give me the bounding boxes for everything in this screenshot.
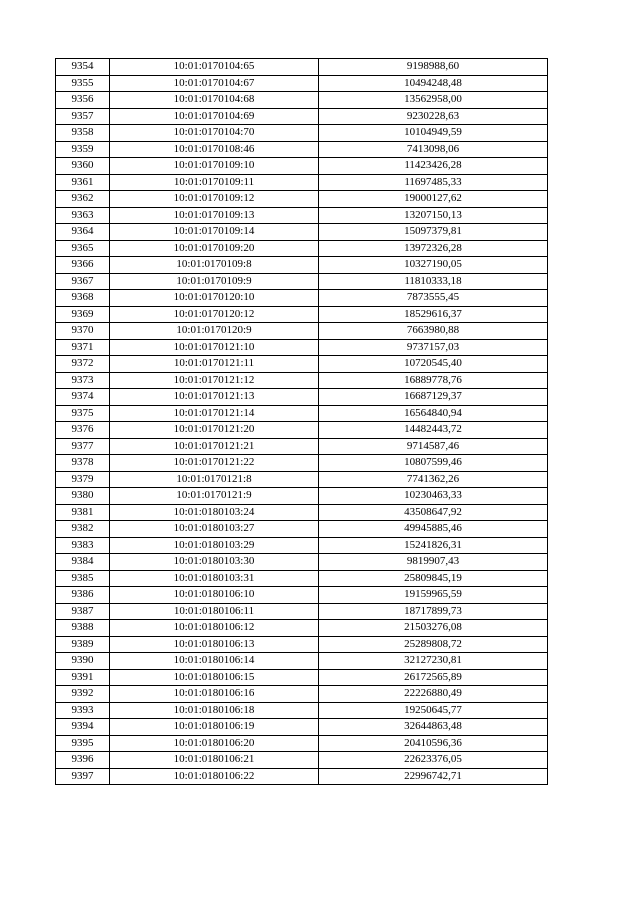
row-number-cell: 9386	[56, 587, 110, 604]
table-row	[56, 339, 548, 356]
table-row	[56, 75, 548, 92]
table-row	[56, 686, 548, 703]
row-number-cell: 9392	[56, 686, 110, 703]
value-cell: 10807599,46	[319, 455, 548, 472]
cadastral-number-cell: 10:01:0180106:12	[110, 620, 319, 637]
cadastral-number-cell: 10:01:0170104:65	[110, 59, 319, 76]
table-row	[56, 504, 548, 521]
cadastral-number-cell: 10:01:0170109:8	[110, 257, 319, 274]
value-cell: 25289808,72	[319, 636, 548, 653]
cadastral-number-cell: 10:01:0170104:67	[110, 75, 319, 92]
table-row	[56, 389, 548, 406]
value-cell: 21503276,08	[319, 620, 548, 637]
row-number-cell: 9394	[56, 719, 110, 736]
value-cell: 15241826,31	[319, 537, 548, 554]
table-row	[56, 554, 548, 571]
value-cell: 22996742,71	[319, 768, 548, 785]
value-cell: 10104949,59	[319, 125, 548, 142]
row-number-cell: 9357	[56, 108, 110, 125]
row-number-cell: 9384	[56, 554, 110, 571]
row-number-cell: 9355	[56, 75, 110, 92]
row-number-cell: 9373	[56, 372, 110, 389]
row-number-cell: 9363	[56, 207, 110, 224]
table-row	[56, 735, 548, 752]
value-cell: 11810333,18	[319, 273, 548, 290]
row-number-cell: 9378	[56, 455, 110, 472]
cadastral-number-cell: 10:01:0170121:13	[110, 389, 319, 406]
value-cell: 11423426,28	[319, 158, 548, 175]
cadastral-number-cell: 10:01:0170120:9	[110, 323, 319, 340]
cadastral-number-cell: 10:01:0180103:24	[110, 504, 319, 521]
table-row	[56, 537, 548, 554]
value-cell: 13562958,00	[319, 92, 548, 109]
row-number-cell: 9365	[56, 240, 110, 257]
table-row	[56, 752, 548, 769]
cadastral-number-cell: 10:01:0180103:27	[110, 521, 319, 538]
value-cell: 18717899,73	[319, 603, 548, 620]
row-number-cell: 9387	[56, 603, 110, 620]
table-row	[56, 224, 548, 241]
row-number-cell: 9395	[56, 735, 110, 752]
table-row	[56, 422, 548, 439]
cadastral-number-cell: 10:01:0170121:9	[110, 488, 319, 505]
row-number-cell: 9379	[56, 471, 110, 488]
cadastral-number-cell: 10:01:0170121:20	[110, 422, 319, 439]
value-cell: 19000127,62	[319, 191, 548, 208]
value-cell: 25809845,19	[319, 570, 548, 587]
cadastral-number-cell: 10:01:0170120:10	[110, 290, 319, 307]
row-number-cell: 9382	[56, 521, 110, 538]
row-number-cell: 9374	[56, 389, 110, 406]
row-number-cell: 9367	[56, 273, 110, 290]
value-cell: 32644863,48	[319, 719, 548, 736]
cadastral-number-cell: 10:01:0170109:20	[110, 240, 319, 257]
table-row	[56, 669, 548, 686]
data-table	[55, 58, 548, 785]
cadastral-number-cell: 10:01:0170109:14	[110, 224, 319, 241]
cadastral-number-cell: 10:01:0180106:10	[110, 587, 319, 604]
table-row	[56, 488, 548, 505]
row-number-cell: 9390	[56, 653, 110, 670]
cadastral-number-cell: 10:01:0180106:20	[110, 735, 319, 752]
value-cell: 11697485,33	[319, 174, 548, 191]
row-number-cell: 9389	[56, 636, 110, 653]
table-row	[56, 108, 548, 125]
cadastral-number-cell: 10:01:0180106:18	[110, 702, 319, 719]
table-row	[56, 620, 548, 637]
table-row	[56, 306, 548, 323]
cadastral-number-cell: 10:01:0170121:21	[110, 438, 319, 455]
row-number-cell: 9360	[56, 158, 110, 175]
table-row	[56, 405, 548, 422]
row-number-cell: 9383	[56, 537, 110, 554]
value-cell: 7741362,26	[319, 471, 548, 488]
value-cell: 20410596,36	[319, 735, 548, 752]
cadastral-number-cell: 10:01:0170104:70	[110, 125, 319, 142]
value-cell: 10494248,48	[319, 75, 548, 92]
cadastral-number-cell: 10:01:0170104:69	[110, 108, 319, 125]
value-cell: 18529616,37	[319, 306, 548, 323]
cadastral-number-cell: 10:01:0170109:11	[110, 174, 319, 191]
value-cell: 16687129,37	[319, 389, 548, 406]
value-cell: 13207150,13	[319, 207, 548, 224]
row-number-cell: 9372	[56, 356, 110, 373]
value-cell: 43508647,92	[319, 504, 548, 521]
cadastral-number-cell: 10:01:0170109:10	[110, 158, 319, 175]
value-cell: 7663980,88	[319, 323, 548, 340]
cadastral-number-cell: 10:01:0170120:12	[110, 306, 319, 323]
value-cell: 7413098,06	[319, 141, 548, 158]
table-row	[56, 174, 548, 191]
table-row	[56, 372, 548, 389]
table-row	[56, 471, 548, 488]
table-body	[56, 59, 548, 785]
table-row	[56, 702, 548, 719]
cadastral-number-cell: 10:01:0170121:10	[110, 339, 319, 356]
row-number-cell: 9371	[56, 339, 110, 356]
value-cell: 10327190,05	[319, 257, 548, 274]
value-cell: 32127230,81	[319, 653, 548, 670]
cadastral-number-cell: 10:01:0180106:11	[110, 603, 319, 620]
cadastral-number-cell: 10:01:0170121:8	[110, 471, 319, 488]
cadastral-number-cell: 10:01:0170121:12	[110, 372, 319, 389]
cadastral-number-cell: 10:01:0180106:21	[110, 752, 319, 769]
cadastral-number-cell: 10:01:0180103:31	[110, 570, 319, 587]
row-number-cell: 9375	[56, 405, 110, 422]
table-row	[56, 290, 548, 307]
row-number-cell: 9354	[56, 59, 110, 76]
row-number-cell: 9366	[56, 257, 110, 274]
value-cell: 9198988,60	[319, 59, 548, 76]
row-number-cell: 9359	[56, 141, 110, 158]
value-cell: 9737157,03	[319, 339, 548, 356]
value-cell: 19250645,77	[319, 702, 548, 719]
table-row	[56, 356, 548, 373]
value-cell: 22226880,49	[319, 686, 548, 703]
cadastral-number-cell: 10:01:0170108:46	[110, 141, 319, 158]
table-row	[56, 521, 548, 538]
table-row	[56, 207, 548, 224]
table-row	[56, 438, 548, 455]
value-cell: 19159965,59	[319, 587, 548, 604]
row-number-cell: 9397	[56, 768, 110, 785]
row-number-cell: 9381	[56, 504, 110, 521]
cadastral-number-cell: 10:01:0170109:13	[110, 207, 319, 224]
row-number-cell: 9361	[56, 174, 110, 191]
value-cell: 9819907,43	[319, 554, 548, 571]
value-cell: 26172565,89	[319, 669, 548, 686]
table-row	[56, 240, 548, 257]
table-row	[56, 141, 548, 158]
table-row	[56, 603, 548, 620]
table-row	[56, 191, 548, 208]
cadastral-number-cell: 10:01:0170121:22	[110, 455, 319, 472]
table-row	[56, 125, 548, 142]
table-row	[56, 273, 548, 290]
cadastral-number-cell: 10:01:0170121:11	[110, 356, 319, 373]
table-row	[56, 636, 548, 653]
table-row	[56, 719, 548, 736]
table-row	[56, 92, 548, 109]
row-number-cell: 9380	[56, 488, 110, 505]
table-row	[56, 257, 548, 274]
value-cell: 10720545,40	[319, 356, 548, 373]
row-number-cell: 9358	[56, 125, 110, 142]
value-cell: 22623376,05	[319, 752, 548, 769]
row-number-cell: 9369	[56, 306, 110, 323]
table-row	[56, 59, 548, 76]
row-number-cell: 9370	[56, 323, 110, 340]
table-row	[56, 587, 548, 604]
value-cell: 7873555,45	[319, 290, 548, 307]
table-row	[56, 570, 548, 587]
value-cell: 15097379,81	[319, 224, 548, 241]
cadastral-number-cell: 10:01:0170104:68	[110, 92, 319, 109]
value-cell: 14482443,72	[319, 422, 548, 439]
row-number-cell: 9377	[56, 438, 110, 455]
row-number-cell: 9393	[56, 702, 110, 719]
row-number-cell: 9368	[56, 290, 110, 307]
cadastral-number-cell: 10:01:0170109:9	[110, 273, 319, 290]
cadastral-number-cell: 10:01:0180106:14	[110, 653, 319, 670]
table-row	[56, 158, 548, 175]
cadastral-number-cell: 10:01:0170121:14	[110, 405, 319, 422]
cadastral-number-cell: 10:01:0180106:22	[110, 768, 319, 785]
cadastral-number-cell: 10:01:0180106:15	[110, 669, 319, 686]
value-cell: 13972326,28	[319, 240, 548, 257]
table-row	[56, 323, 548, 340]
row-number-cell: 9385	[56, 570, 110, 587]
cadastral-number-cell: 10:01:0180103:29	[110, 537, 319, 554]
row-number-cell: 9391	[56, 669, 110, 686]
table-row	[56, 768, 548, 785]
value-cell: 16889778,76	[319, 372, 548, 389]
row-number-cell: 9356	[56, 92, 110, 109]
cadastral-number-cell: 10:01:0180103:30	[110, 554, 319, 571]
row-number-cell: 9364	[56, 224, 110, 241]
table-row	[56, 455, 548, 472]
value-cell: 9230228,63	[319, 108, 548, 125]
row-number-cell: 9376	[56, 422, 110, 439]
cadastral-number-cell: 10:01:0170109:12	[110, 191, 319, 208]
value-cell: 16564840,94	[319, 405, 548, 422]
value-cell: 49945885,46	[319, 521, 548, 538]
value-cell: 9714587,46	[319, 438, 548, 455]
cadastral-number-cell: 10:01:0180106:16	[110, 686, 319, 703]
cadastral-number-cell: 10:01:0180106:13	[110, 636, 319, 653]
row-number-cell: 9396	[56, 752, 110, 769]
table-row	[56, 653, 548, 670]
row-number-cell: 9362	[56, 191, 110, 208]
cadastral-number-cell: 10:01:0180106:19	[110, 719, 319, 736]
row-number-cell: 9388	[56, 620, 110, 637]
value-cell: 10230463,33	[319, 488, 548, 505]
